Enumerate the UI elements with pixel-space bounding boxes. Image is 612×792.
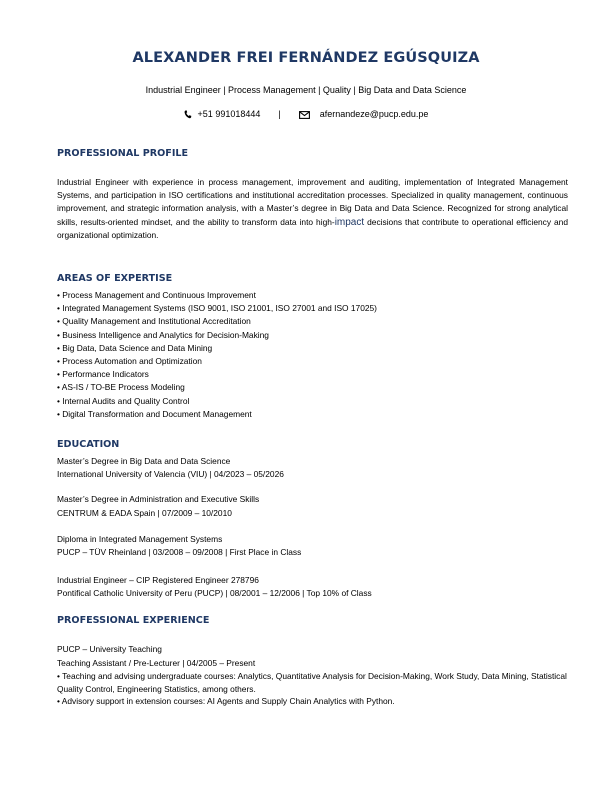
education-title: Diploma in Integrated Management Systems [57, 534, 223, 544]
education-heading: EDUCATION [57, 439, 120, 450]
phone-number: +51 991018444 [197, 109, 261, 120]
contact-line [0, 109, 612, 119]
profile-text-after: decisions that contribute to operational efficiency and organizational optimization. [57, 216, 568, 240]
expertise-item: • Process Automation and Optimization [57, 355, 202, 366]
tagline: Industrial Engineer | Process Management | Quality | Big Data and Data Science [145, 85, 467, 95]
expertise-item: • Performance Indicators [57, 369, 149, 380]
experience-org: PUCP – University Teaching [57, 644, 162, 654]
email-link[interactable]: afernandeze@pucp.edu.pe [319, 109, 429, 120]
expertise-heading: AREAS OF EXPERTISE [57, 273, 173, 284]
expertise-item: • Internal Audits and Quality Control [57, 395, 190, 406]
profile-heading: PROFESSIONAL PROFILE [57, 148, 189, 159]
expertise-item: • Business Intelligence and Analytics for Decision-Making [57, 329, 269, 340]
profile-text-before: Industrial Engineer with experience in process management, improvement and auditing, implementation of Integrated Management Systems, and participation in ISO certifications and institutional accreditation processes. Specialized in quality management, continuous improvement, and strategic information analysis, with a Master’s degree in Big Data and Data Science. Recognized for strong analytical skills, results-oriented mindset, and the ability to transform data into high- [57, 177, 568, 227]
profile-highlight: impact [334, 216, 365, 228]
education-detail: PUCP – TÜV Rheinland | 03/2008 – 09/2008 | First Place in Class [57, 547, 302, 557]
expertise-item: • Digital Transformation and Document Management [57, 408, 252, 419]
expertise-item: • Big Data, Data Science and Data Mining [57, 342, 213, 353]
education-title: Master’s Degree in Big Data and Data Science [57, 456, 231, 466]
education-title: Master’s Degree in Administration and Executive Skills [57, 494, 260, 504]
education-detail: CENTRUM & EADA Spain | 07/2009 – 10/2010 [57, 508, 232, 518]
education-detail: International University of Valencia (VIU) | 04/2023 – 05/2026 [57, 469, 284, 479]
education-title: Industrial Engineer – CIP Registered Engineer 278796 [57, 575, 259, 585]
phone-icon [184, 109, 192, 119]
mail-icon [299, 109, 310, 119]
experience-heading: PROFESSIONAL EXPERIENCE [57, 615, 210, 626]
expertise-item: • AS-IS / TO-BE Process Modeling [57, 382, 185, 393]
expertise-list [57, 289, 377, 421]
experience-bullet: • Teaching and advising undergraduate courses: Analytics, Quantitative Analysis for Decision-Making, Work Study, Data Mining, Statistical Quality Control, Engineering Statistics, among others. [57, 671, 567, 694]
expertise-item: • Quality Management and Institutional Accreditation [57, 316, 251, 327]
expertise-item: • Process Management and Continuous Improvement [57, 290, 256, 300]
experience-bullets [57, 670, 568, 708]
candidate-name: ALEXANDER FREI FERNÁNDEZ EGÚSQUIZA [132, 50, 480, 66]
experience-bullet: • Advisory support in extension courses: AI Agents and Supply Chain Analytics with Python. [57, 696, 395, 707]
education-detail: Pontifical Catholic University of Peru (PUCP) | 08/2001 – 12/2006 | Top 10% of Class [57, 588, 372, 598]
expertise-item: • Integrated Management Systems (ISO 9001, ISO 21001, ISO 27001 and ISO 17025) [57, 303, 377, 314]
experience-role: Teaching Assistant / Pre-Lecturer | 04/2005 – Present [57, 658, 256, 668]
contact-separator: | [278, 109, 281, 120]
profile-text [57, 176, 568, 242]
